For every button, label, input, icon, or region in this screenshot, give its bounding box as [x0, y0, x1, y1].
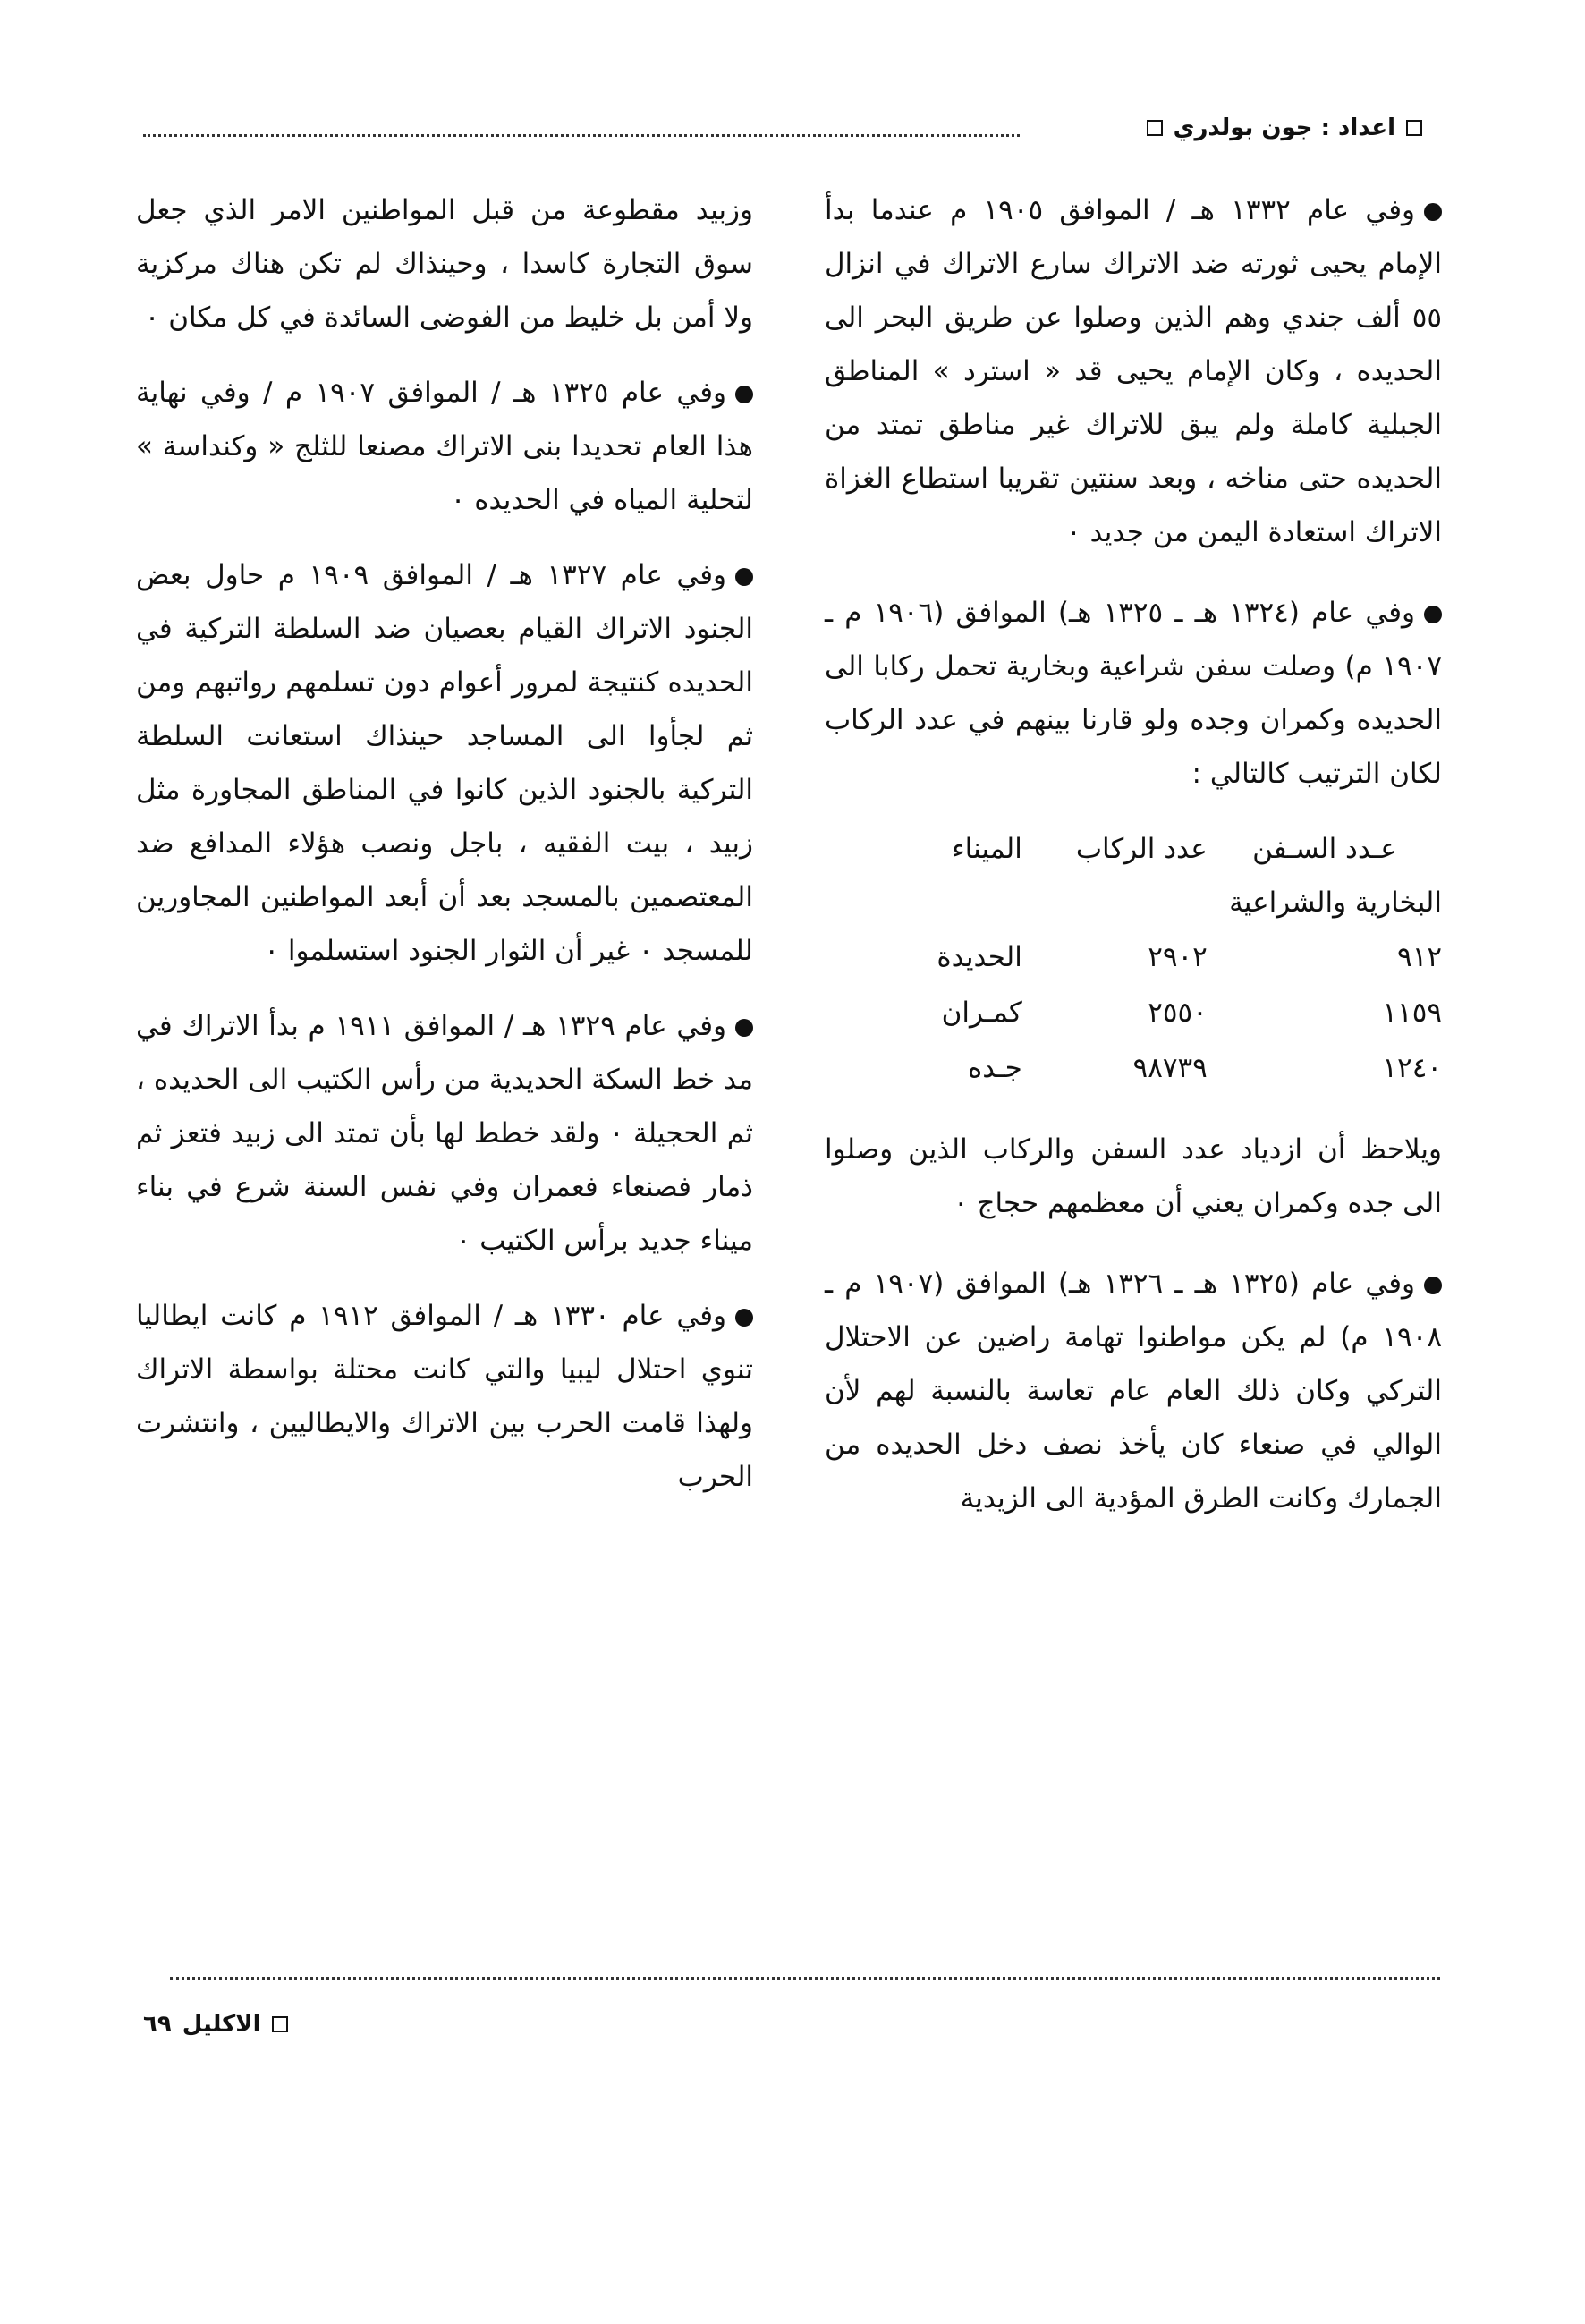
paragraph-text: وزبيد مقطوعة من قبل المواطنين الامر الذي جعل سوق التجارة كاسدا ، وحينذاك لم تكن هناك مركزية ولا أمن بل خليط من الفوضى السائدة في كل مكان ٠	[136, 194, 753, 334]
cell-port: الحديدة	[937, 941, 1022, 973]
paragraph-bullet-icon	[735, 386, 753, 403]
table-row	[825, 1040, 1442, 1096]
article-paragraph	[825, 1123, 1442, 1230]
cell-port: كمـران	[941, 997, 1022, 1029]
paragraph-text: وفي عام (١٣٢٥ هـ ـ ١٣٢٦ هـ) الموافق (١٩٠٧ م ـ ١٩٠٨ م) لم يكن مواطنوا تهامة راضين عن الاحتلال التركي وكان ذلك العام عام تعاسة بالنسبة لهم لأن الوالي في صنعاء كان يأخذ نصف دخل الحديده من الجمارك وكانت الطرق المؤدية الى الزيدية	[825, 1268, 1442, 1514]
column-header-passengers: عدد الركاب	[1075, 833, 1208, 865]
article-paragraph	[136, 183, 753, 344]
right-column	[825, 183, 1442, 1547]
square-bullet-icon	[1406, 120, 1422, 136]
paragraph-bullet-icon	[735, 1019, 753, 1037]
paragraph-text: وفي عام ١٣٢٩ هـ / الموافق ١٩١١ م بدأ الاتراك في مد خط السكة الحديدية من رأس الكتيب الى الحديده ، ثم الحجيلة ٠ ولقد خطط لها بأن تمتد الى زبيد فتعز ثم ذمار فصنعاء فعمران وفي نفس السنة شرع في بناء ميناء جديد برأس الكتيب ٠	[136, 1010, 753, 1257]
paragraph-bullet-icon	[1424, 203, 1442, 221]
article-paragraph	[825, 586, 1442, 801]
column-header-port: الميناء	[952, 833, 1022, 865]
table-row	[825, 985, 1442, 1040]
cell-passengers: ٩٨٧٣٩	[1132, 1052, 1208, 1084]
cell-port: جـده	[968, 1052, 1022, 1084]
cell-passengers: ٢٩٠٢	[1148, 941, 1208, 973]
column-header-ships: عـدد السـفن البخارية والشراعية	[1229, 833, 1442, 919]
header-credit-group	[1147, 115, 1422, 141]
magazine-name: الاكليل	[182, 2011, 261, 2038]
footer-info	[143, 2011, 288, 2038]
article-paragraph	[136, 366, 753, 527]
article-paragraph	[136, 548, 753, 978]
left-column	[136, 183, 753, 1525]
cell-ships: ١١٥٩	[1382, 997, 1442, 1029]
ships-passengers-table	[825, 822, 1442, 1096]
paragraph-text: وفي عام ١٣٢٥ هـ / الموافق ١٩٠٧ م / وفي نهاية هذا العام تحديدا بنى الاتراك مصنعا للثلج « وكنداسة » لتحلية المياه في الحديده ٠	[136, 377, 753, 516]
page-footer	[143, 1977, 1440, 2048]
page-header	[143, 115, 1440, 168]
paragraph-bullet-icon	[735, 568, 753, 586]
paragraph-text: وفي عام ١٣٢٧ هـ / الموافق ١٩٠٩ م حاول بعض الجنود الاتراك القيام بعصيان ضد السلطة التركية في الحديده كنتيجة لمرور أعوام دون تسلمهم رواتبهم ومن ثم لجأوا الى المساجد حينذاك استعانت السلطة التركية بالجنود الذين كانوا في المناطق المجاورة مثل زبيد ، بيت الفقيه ، باجل ونصب هؤلاء المدافع ضد المعتصمين بالمسجد بعد أن أبعد المواطنين المجاورين للمسجد ٠ غير أن الثوار الجنود استسلموا ٠	[136, 559, 753, 967]
page-number: ٦٩	[143, 2011, 172, 2038]
paragraph-text: وفي عام ١٣٣٠ هـ / الموافق ١٩١٢ م كانت ايطاليا تنوي احتلال ليبيا والتي كانت محتلة بواسطة الاتراك ولهذا قامت الحرب بين الاتراك والايطاليين ، وانتشرت الحرب	[136, 1300, 753, 1493]
header-credit: اعداد : جون بولدري	[1173, 115, 1395, 141]
paragraph-bullet-icon	[1424, 1277, 1442, 1294]
article-paragraph	[136, 1289, 753, 1504]
footer-dotted-rule	[170, 1977, 1440, 1980]
paragraph-bullet-icon	[1424, 606, 1442, 623]
square-bullet-icon	[1147, 120, 1163, 136]
article-paragraph	[136, 999, 753, 1268]
table-row	[825, 929, 1442, 985]
article-paragraph	[825, 183, 1442, 559]
cell-ships: ٩١٢	[1397, 941, 1442, 973]
article-paragraph	[825, 1257, 1442, 1525]
paragraph-bullet-icon	[735, 1309, 753, 1327]
paragraph-text: ويلاحظ أن ازدياد عدد السفن والركاب الذين وصلوا الى جده وكمران يعني أن معظمهم حجاج ٠	[825, 1133, 1442, 1219]
header-dotted-rule	[143, 134, 1020, 137]
paragraph-text: وفي عام (١٣٢٤ هـ ـ ١٣٢٥ هـ) الموافق (١٩٠٦ م ـ ١٩٠٧ م) وصلت سفن شراعية وبخارية تحمل ركابا الى الحديده وكمران وجده ولو قارنا بينهم في عدد الركاب لكان الترتيب كالتالي :	[825, 597, 1442, 790]
paragraph-text: وفي عام ١٣٣٢ هـ / الموافق ١٩٠٥ م عندما بدأ الإمام يحيى ثورته ضد الاتراك سارع الاتراك في انزال ٥٥ ألف جندي وهم الذين وصلوا عن طريق البحر الى الحديده ، وكان الإمام يحيى قد « استرد » المناطق الجبلية كاملة ولم يبق للاتراك غير مناطق تمتد من الحديده حتى مناخه ، وبعد سنتين تقريبا استطاع الغزاة الاتراك استعادة اليمن من جديد ٠	[825, 194, 1442, 548]
cell-passengers: ٢٥٥٠	[1148, 997, 1208, 1029]
square-bullet-icon	[272, 2016, 288, 2032]
cell-ships: ١٢٤٠	[1382, 1052, 1442, 1084]
table-header-row	[825, 822, 1442, 929]
